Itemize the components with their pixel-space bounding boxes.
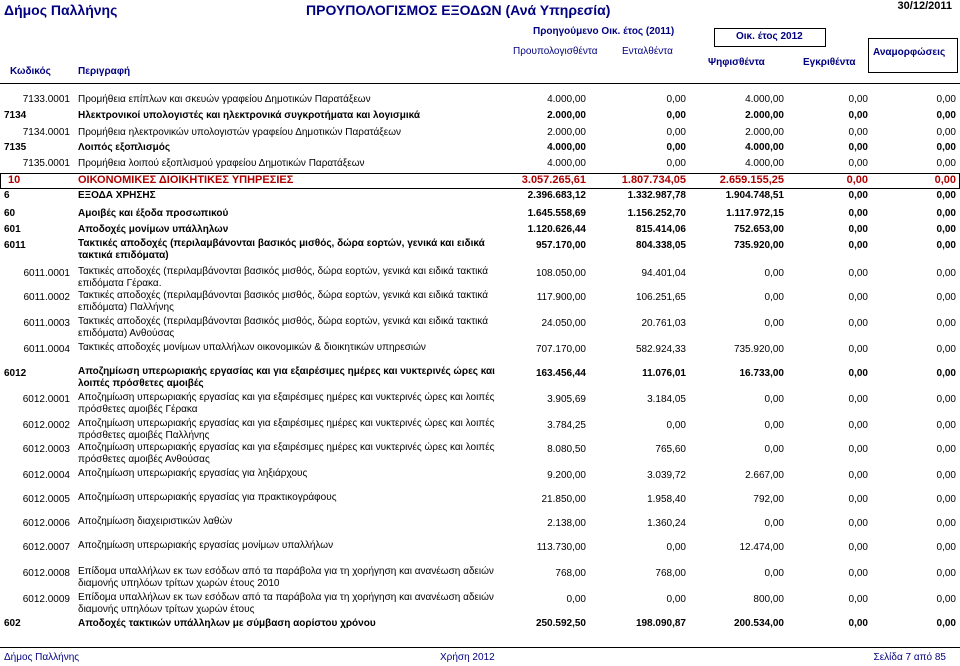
row-code: 6012.0002 — [22, 420, 70, 431]
ordered-value: 0,00 — [666, 542, 686, 553]
footer-fiscal-year: Χρήση 2012 — [440, 652, 495, 663]
voted-value: 2.659.155,25 — [719, 174, 784, 186]
col-ordered: Ενταλθέντα — [622, 46, 673, 57]
budgeted-value: 957.170,00 — [535, 240, 586, 251]
col-budgeted: Προυπολογισθέντα — [513, 46, 598, 57]
budgeted-value: 4.000,00 — [547, 142, 586, 153]
voted-value: 0,00 — [764, 268, 784, 279]
budgeted-value: 250.592,50 — [535, 618, 586, 629]
adjustment-value: 0,00 — [936, 190, 956, 201]
table-row — [0, 240, 960, 266]
row-code: 60 — [4, 208, 16, 219]
table-row — [0, 444, 960, 468]
ordered-value: 0,00 — [666, 142, 686, 153]
row-description: Τακτικές αποδοχές (περιλαμβάνονται βασικός μισθός, δώρα εορτών, γενικά και ειδικά τακτικά επιδόματα) Ανθούσας — [78, 316, 489, 339]
ordered-value: 20.761,03 — [641, 318, 686, 329]
ordered-value: 768,00 — [655, 568, 686, 579]
budgeted-value: 3.784,25 — [547, 420, 586, 431]
ordered-value: 0,00 — [666, 127, 686, 138]
table-row — [0, 208, 960, 222]
row-code: 6011.0004 — [23, 344, 70, 355]
col-approved: Εγκριθέντα — [803, 57, 856, 68]
ordered-value: 765,60 — [655, 444, 686, 455]
row-code: 6012 — [4, 368, 27, 379]
table-row — [0, 268, 960, 292]
ordered-value: 0,00 — [666, 420, 686, 431]
row-description: Αποζημίωση υπερωριακής εργασίας για πρακτικογράφους — [78, 492, 337, 503]
row-description: Αποδοχές μονίμων υπάλληλων — [78, 224, 229, 235]
voted-value: 1.904.748,51 — [725, 190, 784, 201]
row-code: 601 — [4, 224, 21, 235]
report-date: 30/12/2011 — [897, 0, 952, 12]
adjustment-value: 0,00 — [936, 344, 956, 355]
adjustment-value: 0,00 — [936, 318, 956, 329]
budgeted-value: 9.200,00 — [547, 470, 586, 481]
approved-value: 0,00 — [848, 94, 868, 105]
table-row — [0, 127, 960, 141]
voted-value: 2.000,00 — [745, 127, 784, 138]
row-code: 7134 — [4, 110, 27, 121]
row-description: Προμήθεια επίπλων και σκευών γραφείου Δημοτικών Παρατάξεων — [78, 94, 371, 105]
budgeted-value: 707.170,00 — [535, 344, 586, 355]
row-description: Τακτικές αποδοχές (περιλαμβάνονται βασικός μισθός, δώρα εορτών, γενικά και ειδικά τακτικά επιδόματα) Παλλήνης — [78, 290, 489, 313]
row-code: 6011.0001 — [23, 268, 70, 279]
col-voted: Ψηφισθέντα — [708, 57, 765, 68]
approved-value: 0,00 — [848, 224, 868, 235]
row-description: Τακτικές αποδοχές μονίμων υπαλλήλων οικονομικών & διοικητικών υπηρεσιών — [78, 342, 426, 353]
row-code: 6012.0005 — [22, 494, 70, 505]
row-description: Αμοιβές και έξοδα προσωπικού — [78, 208, 229, 219]
ordered-value: 3.184,05 — [647, 394, 686, 405]
table-row — [0, 542, 960, 564]
voted-value: 735.920,00 — [733, 344, 784, 355]
adjustment-value: 0,00 — [934, 174, 956, 186]
approved-value: 0,00 — [848, 190, 868, 201]
approved-value: 0,00 — [848, 444, 868, 455]
ordered-value: 11.076,01 — [642, 368, 686, 379]
budgeted-value: 24.050,00 — [541, 318, 586, 329]
approved-value: 0,00 — [848, 542, 868, 553]
row-description: Επίδομα υπαλλήλων εκ των εσόδων από τα παράβολα για τη χορήγηση και ανανέωση αδειών διαμονής υπηλόων τρίτων χωρών έτους — [78, 592, 494, 615]
voted-value: 2.000,00 — [745, 110, 784, 121]
ordered-value: 1.156.252,70 — [627, 208, 686, 219]
voted-value: 4.000,00 — [745, 142, 784, 153]
voted-value: 0,00 — [764, 568, 784, 579]
row-description: Αποδοχές τακτικών υπάλληλων με σύμβαση αορίστου χρόνου — [78, 618, 376, 629]
budgeted-value: 4.000,00 — [547, 158, 586, 169]
approved-value: 0,00 — [848, 420, 868, 431]
row-code: 6012.0009 — [22, 594, 70, 605]
table-row — [0, 618, 960, 632]
row-code: 6012.0008 — [22, 568, 70, 579]
footer-separator — [0, 647, 960, 648]
budgeted-value: 117.900,00 — [536, 292, 586, 303]
row-code: 7135.0001 — [22, 158, 70, 169]
row-description: Αποζημίωση διαχειριστικών λαθών — [78, 516, 233, 527]
row-description: Αποζημίωση υπερωριακής εργασίας και για εξαιρέσιμες ημέρες και νυκτερινές ώρες και λοιπές πρόσθετες αμοιβές Γέρακα — [78, 392, 495, 415]
footer-page-number: Σελίδα 7 από 85 — [873, 652, 946, 663]
table-row — [0, 344, 960, 366]
row-description: ΕΞΟΔΑ ΧΡΗΣΗΣ — [78, 190, 156, 201]
voted-value: 792,00 — [753, 494, 784, 505]
adjustment-value: 0,00 — [936, 142, 956, 153]
approved-value: 0,00 — [848, 142, 868, 153]
ordered-value: 1.360,24 — [647, 518, 686, 529]
row-code: 6012.0006 — [22, 518, 70, 529]
budgeted-value: 2.396.683,12 — [527, 190, 586, 201]
approved-value: 0,00 — [848, 344, 868, 355]
approved-value: 0,00 — [848, 110, 868, 121]
table-row — [0, 142, 960, 156]
table-row — [0, 518, 960, 540]
table-row — [0, 568, 960, 592]
ordered-value: 1.958,40 — [647, 494, 686, 505]
approved-value: 0,00 — [848, 127, 868, 138]
budgeted-value: 163.456,44 — [535, 368, 586, 379]
table-row — [0, 110, 960, 124]
voted-value: 735.920,00 — [733, 240, 784, 251]
approved-value: 0,00 — [848, 240, 868, 251]
budgeted-value: 113.730,00 — [536, 542, 586, 553]
voted-value: 0,00 — [764, 420, 784, 431]
row-description: Τακτικές αποδοχές (περιλαμβάνονται βασικός μισθός, δώρα εορτών, γενικά και ειδικά τακτικά επιδόματα) — [78, 238, 485, 261]
table-row — [0, 470, 960, 492]
approved-value: 0,00 — [846, 174, 868, 186]
budgeted-value: 21.850,00 — [541, 494, 586, 505]
col-desc: Περιγραφή — [78, 66, 131, 77]
row-code: 6011 — [4, 240, 26, 251]
table-row — [0, 394, 960, 418]
ordered-value: 804.338,05 — [635, 240, 686, 251]
adjustment-value: 0,00 — [936, 618, 956, 629]
approved-value: 0,00 — [848, 568, 868, 579]
voted-value: 4.000,00 — [745, 158, 784, 169]
budgeted-value: 0,00 — [566, 594, 586, 605]
adjustment-value: 0,00 — [936, 158, 956, 169]
budgeted-value: 2.138,00 — [547, 518, 586, 529]
approved-value: 0,00 — [848, 368, 868, 379]
budgeted-value: 1.645.558,69 — [527, 208, 586, 219]
adjustment-value: 0,00 — [936, 208, 956, 219]
approved-value: 0,00 — [848, 318, 868, 329]
row-code: 602 — [4, 618, 21, 629]
row-description: Λοιπός εξοπλισμός — [78, 142, 171, 153]
adjustment-value: 0,00 — [936, 368, 956, 379]
table-row — [0, 174, 960, 188]
approved-value: 0,00 — [848, 594, 868, 605]
row-description: Αποζημίωση υπερωριακής εργασίας και για εξαιρέσιμες ημέρες και νυκτερινές ώρες και λοιπές πρόσθετες αμοιβές — [78, 366, 495, 389]
row-description: Προμήθεια ηλεκτρονικών υπολογιστών γραφείου Δημοτικών Παρατάξεων — [78, 127, 402, 138]
row-description: Ηλεκτρονικοί υπολογιστές και ηλεκτρονικά συγκροτήματα και λογισμικά — [78, 110, 421, 121]
voted-value: 0,00 — [764, 394, 784, 405]
row-code: 6012.0004 — [22, 470, 70, 481]
voted-value: 0,00 — [764, 444, 784, 455]
table-row — [0, 494, 960, 516]
ordered-value: 582.924,33 — [635, 344, 686, 355]
ordered-value: 0,00 — [666, 594, 686, 605]
ordered-value: 1.332.987,78 — [627, 190, 686, 201]
adjustment-value: 0,00 — [936, 470, 956, 481]
table-row — [0, 190, 960, 204]
table-row — [0, 158, 960, 172]
adjustment-value: 0,00 — [936, 110, 956, 121]
adjustment-value: 0,00 — [936, 420, 956, 431]
voted-value: 0,00 — [764, 518, 784, 529]
budgeted-value: 8.080,50 — [547, 444, 586, 455]
row-description: Αποζημίωση υπερωριακής εργασίας και για εξαιρέσιμες ημέρες και νυκτερινές ώρες και λοιπές πρόσθετες αμοιβές Παλλήνης — [78, 418, 495, 441]
voted-value: 1.117.972,15 — [726, 208, 784, 219]
approved-value: 0,00 — [848, 470, 868, 481]
voted-value: 4.000,00 — [745, 94, 784, 105]
voted-value: 12.474,00 — [739, 542, 784, 553]
row-description: Αποζημίωση υπερωριακής εργασίας μονίμων υπαλλήλων — [78, 540, 334, 551]
voted-value: 0,00 — [764, 292, 784, 303]
table-row — [0, 594, 960, 618]
ordered-value: 815.414,06 — [635, 224, 686, 235]
row-description: ΟΙΚΟΝΟΜΙΚΕΣ ΔΙΟΙΚΗΤΙΚΕΣ ΥΠΗΡΕΣΙΕΣ — [78, 174, 294, 186]
adjustment-value: 0,00 — [936, 127, 956, 138]
adjustment-value: 0,00 — [936, 224, 956, 235]
approved-value: 0,00 — [848, 618, 868, 629]
ordered-value: 3.039,72 — [647, 470, 686, 481]
report-title: ΠΡΟΥΠΟΛΟΓΙΣΜΟΣ ΕΞΟΔΩΝ (Ανά Υπηρεσία) — [306, 2, 611, 18]
adjustment-value: 0,00 — [936, 292, 956, 303]
row-code: 10 — [8, 174, 21, 186]
ordered-value: 0,00 — [666, 158, 686, 169]
adjustment-value: 0,00 — [936, 394, 956, 405]
row-code: 7134.0001 — [22, 127, 70, 138]
budgeted-value: 768,00 — [555, 568, 586, 579]
table-row — [0, 318, 960, 342]
adjustment-value: 0,00 — [936, 518, 956, 529]
row-description: Επίδομα υπαλλήλων εκ των εσόδων από τα παράβολα για τη χορήγηση και ανανέωση αδειών διαμονής υπηλόων τρίτων χωρών έτους 2010 — [78, 566, 494, 589]
budgeted-value: 3.057.265,61 — [521, 174, 586, 186]
row-description: Τακτικές αποδοχές (περιλαμβάνονται βασικός μισθός, δώρα εορτών, γενικά και ειδικά τακτικά επιδόματα Γέρακα. — [78, 266, 489, 289]
approved-value: 0,00 — [848, 208, 868, 219]
approved-value: 0,00 — [848, 494, 868, 505]
budgeted-value: 108.050,00 — [535, 268, 586, 279]
table-row — [0, 420, 960, 444]
adjustment-value: 0,00 — [936, 494, 956, 505]
row-code: 6 — [4, 190, 10, 201]
row-code: 7133.0001 — [22, 94, 70, 105]
table-row — [0, 292, 960, 316]
table-row — [0, 368, 960, 392]
adjustment-value: 0,00 — [936, 268, 956, 279]
row-code: 6012.0007 — [22, 542, 70, 553]
budgeted-value: 1.120.626,44 — [527, 224, 586, 235]
ordered-value: 1.807.734,05 — [621, 174, 686, 186]
municipality-title: Δήμος Παλλήνης — [4, 2, 118, 18]
prev-year-header: Προηγούμενο Οικ. έτος (2011) — [533, 26, 675, 37]
budgeted-value: 2.000,00 — [547, 127, 586, 138]
voted-value: 2.667,00 — [745, 470, 784, 481]
approved-value: 0,00 — [848, 518, 868, 529]
adjustment-value: 0,00 — [936, 240, 956, 251]
budgeted-value: 2.000,00 — [547, 110, 586, 121]
row-code: 6011.0003 — [23, 318, 70, 329]
ordered-value: 0,00 — [666, 94, 686, 105]
col-code: Κωδικός — [10, 66, 51, 77]
adjustment-value: 0,00 — [936, 568, 956, 579]
adjustment-value: 0,00 — [936, 94, 956, 105]
cur-year-header: Οικ. έτος 2012 — [736, 31, 803, 42]
ordered-value: 94.401,04 — [641, 268, 686, 279]
adjustment-value: 0,00 — [936, 594, 956, 605]
budgeted-value: 3.905,69 — [547, 394, 586, 405]
table-row — [0, 224, 960, 238]
approved-value: 0,00 — [848, 292, 868, 303]
approved-value: 0,00 — [848, 394, 868, 405]
voted-value: 200.534,00 — [733, 618, 784, 629]
table-row — [0, 94, 960, 108]
ordered-value: 106.251,65 — [635, 292, 686, 303]
ordered-value: 0,00 — [666, 110, 686, 121]
voted-value: 0,00 — [764, 318, 784, 329]
ordered-value: 198.090,87 — [635, 618, 686, 629]
row-description: Αποζημίωση υπερωριακής εργασίας για ληξιάρχους — [78, 468, 308, 479]
col-adjust: Αναμορφώσεις — [873, 47, 946, 58]
approved-value: 0,00 — [848, 268, 868, 279]
voted-value: 16.733,00 — [739, 368, 784, 379]
voted-value: 752.653,00 — [733, 224, 784, 235]
header-separator — [0, 83, 960, 84]
approved-value: 0,00 — [848, 158, 868, 169]
row-description: Προμήθεια λοιπού εξοπλισμού γραφείου Δημοτικών Παρατάξεων — [78, 158, 365, 169]
voted-value: 800,00 — [753, 594, 784, 605]
adjustment-value: 0,00 — [936, 444, 956, 455]
footer-municipality: Δήμος Παλλήνης — [4, 652, 80, 663]
row-description: Αποζημίωση υπερωριακής εργασίας και για εξαιρέσιμες ημέρες και νυκτερινές ώρες και λοιπές πρόσθετες αμοιβές Ανθούσας — [78, 442, 495, 465]
row-code: 6011.0002 — [23, 292, 70, 303]
row-code: 6012.0003 — [22, 444, 70, 455]
row-code: 6012.0001 — [22, 394, 70, 405]
row-code: 7135 — [4, 142, 27, 153]
adjustment-value: 0,00 — [936, 542, 956, 553]
budgeted-value: 4.000,00 — [547, 94, 586, 105]
